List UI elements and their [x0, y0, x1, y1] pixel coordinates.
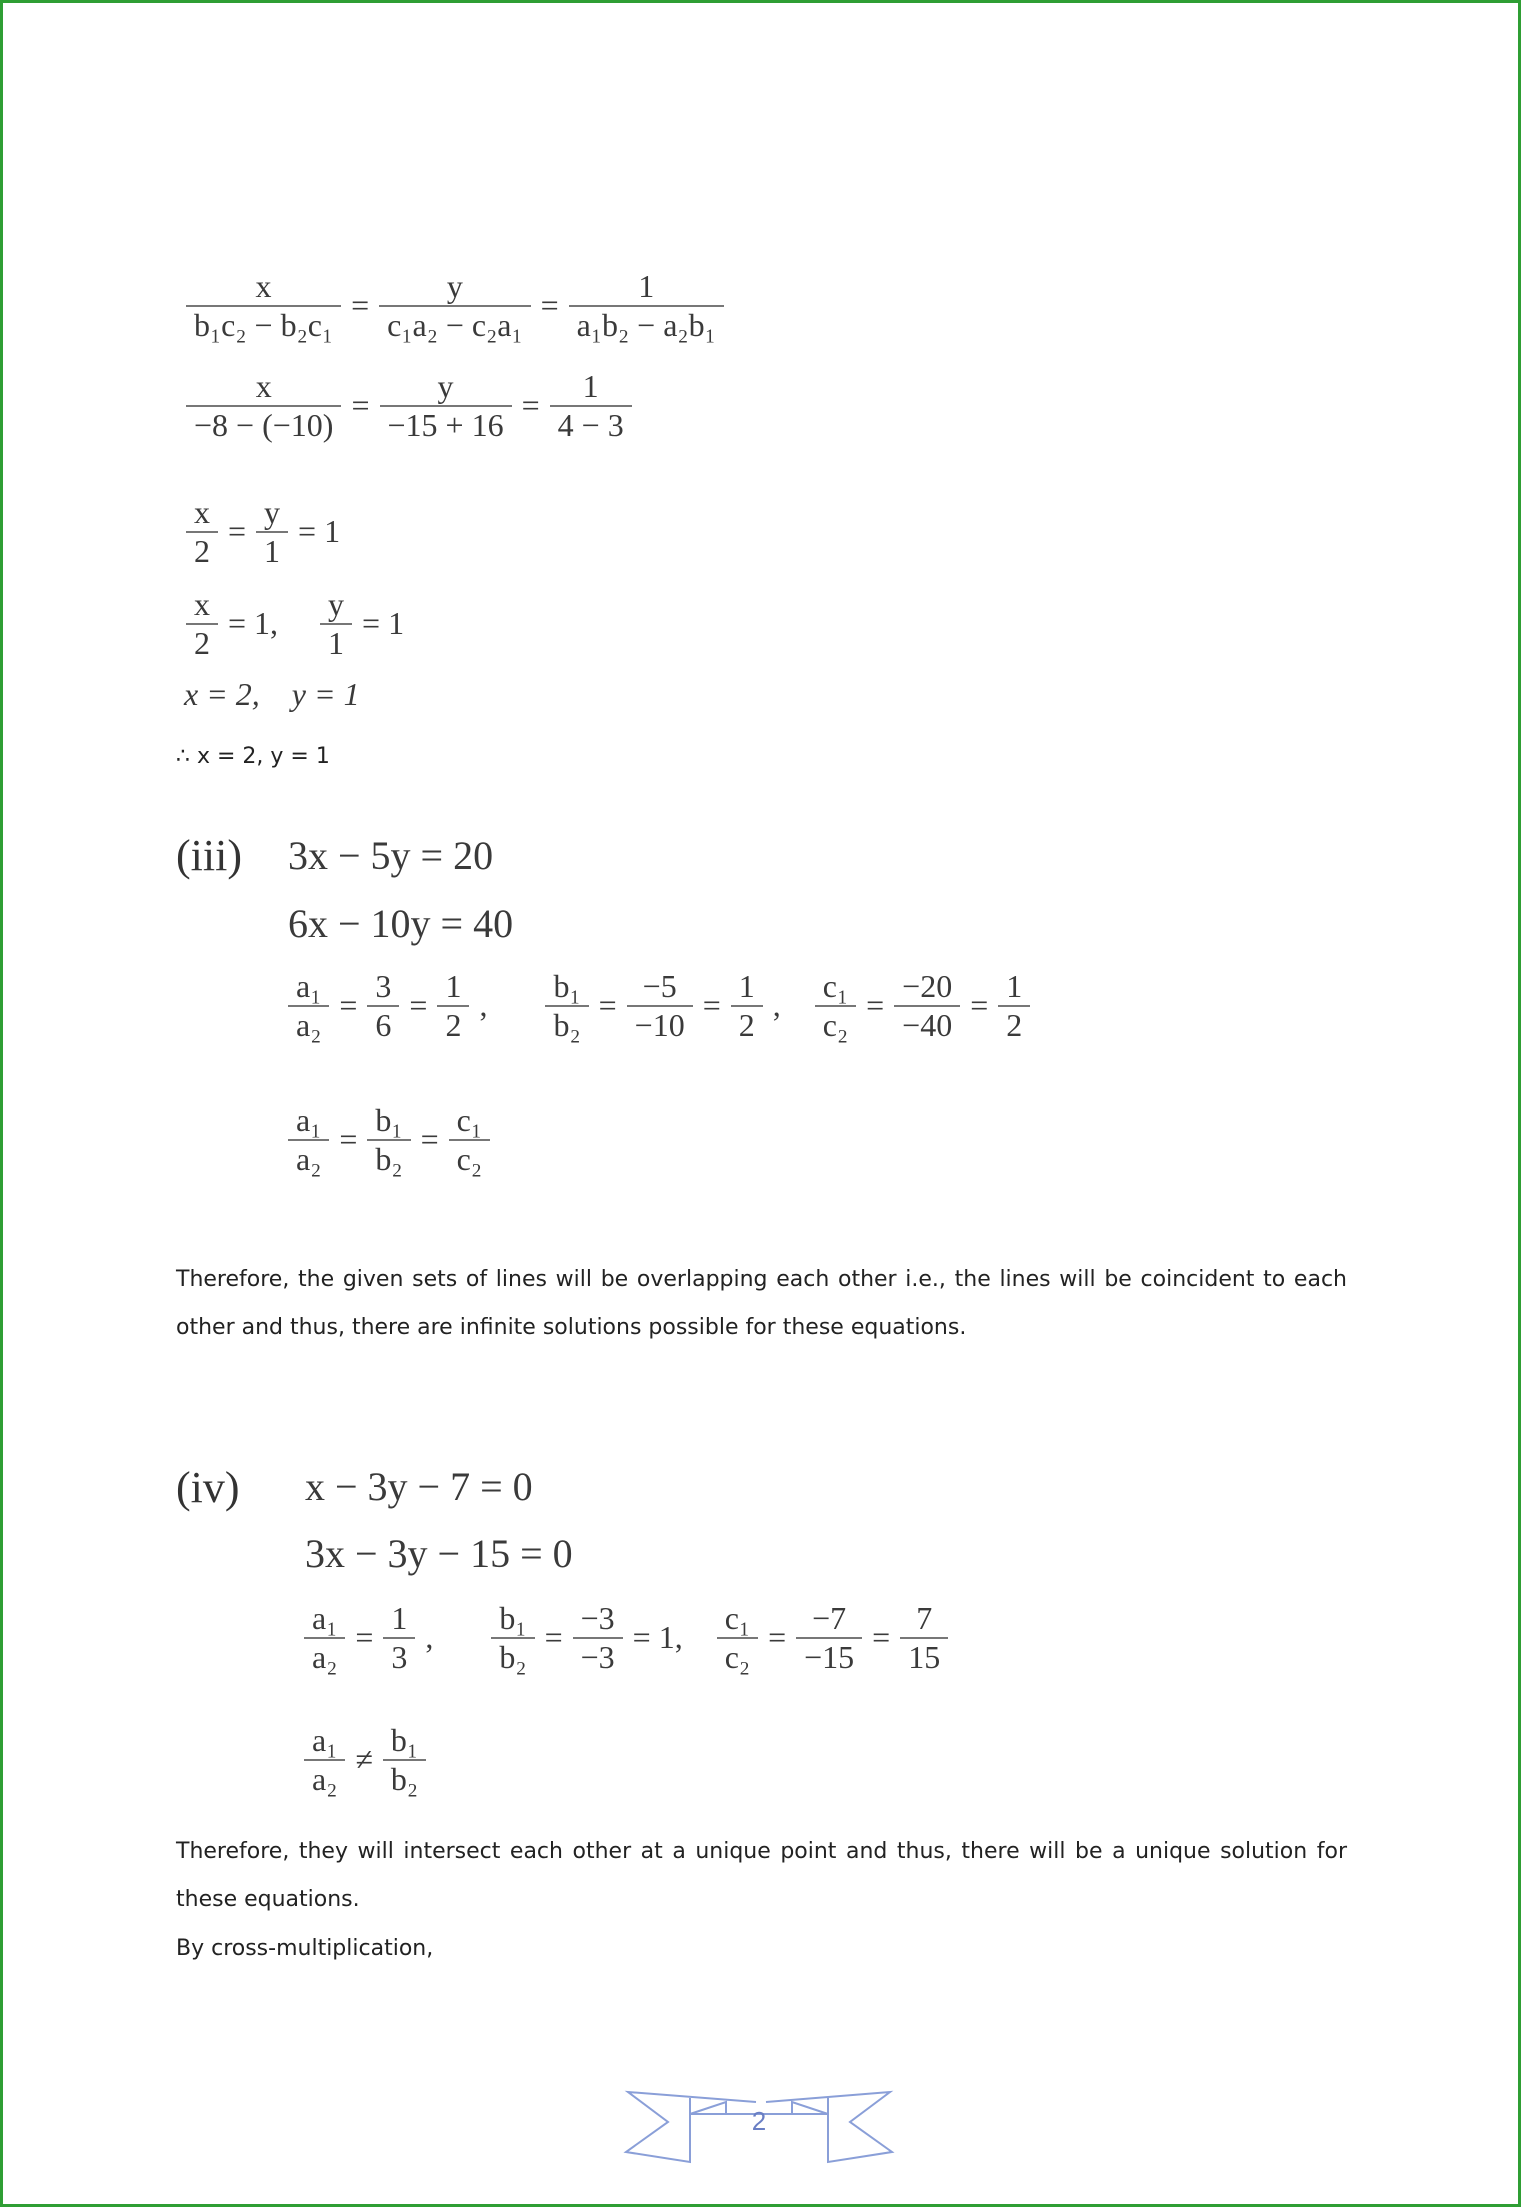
- equation-row: [180, 268, 730, 344]
- numerator: 7: [916, 1600, 933, 1636]
- part-label: (iii): [176, 831, 242, 880]
- numerator: 1: [445, 968, 462, 1004]
- denominator: 3: [383, 1637, 415, 1676]
- denominator: 2: [186, 623, 218, 662]
- numerator: x: [255, 268, 272, 304]
- fraction: [383, 1600, 415, 1676]
- fraction: [998, 968, 1030, 1044]
- equation-line: x − 3y − 7 = 0: [305, 1464, 533, 1509]
- paragraph: By cross-multiplication,: [176, 1936, 434, 1961]
- fraction: [367, 1102, 410, 1178]
- operator: = 1,: [632, 1619, 707, 1656]
- denominator: b₂: [367, 1139, 410, 1178]
- denominator: −15: [796, 1637, 862, 1676]
- numerator: 3: [375, 968, 392, 1004]
- fraction: [900, 1600, 948, 1676]
- fraction: [550, 368, 632, 444]
- numerator: y: [446, 268, 463, 304]
- denominator: 2: [998, 1005, 1030, 1044]
- numerator: a₁: [296, 1102, 322, 1138]
- operator: ,: [425, 1619, 482, 1656]
- operator: = 1: [362, 605, 405, 642]
- operator: =: [544, 1619, 563, 1656]
- fraction: [627, 968, 693, 1044]
- denominator: a₂: [304, 1637, 345, 1676]
- denominator: −40: [894, 1005, 960, 1044]
- numerator: 1: [638, 268, 655, 304]
- operator: =: [228, 513, 247, 550]
- operator: ,: [479, 987, 536, 1024]
- operator: =: [351, 287, 370, 324]
- denominator: a₁b₂ − a₂b₁: [569, 305, 724, 344]
- numerator: y: [328, 586, 345, 622]
- fraction: [383, 1722, 426, 1798]
- fraction: [717, 1600, 758, 1676]
- denominator: c₂: [717, 1637, 758, 1676]
- denominator: c₂: [815, 1005, 856, 1044]
- numerator: −3: [580, 1600, 615, 1636]
- operator: ≠: [355, 1741, 373, 1778]
- fraction: [186, 268, 341, 344]
- equation-line: 3x − 3y − 15 = 0: [305, 1531, 573, 1576]
- denominator: c₂: [449, 1139, 490, 1178]
- numerator: c₁: [456, 1102, 482, 1138]
- denominator: 2: [731, 1005, 763, 1044]
- numerator: a₁: [312, 1722, 338, 1758]
- fraction: [815, 968, 856, 1044]
- denominator: 1: [256, 531, 288, 570]
- operator: =: [351, 387, 370, 424]
- conclusion-text: ∴ x = 2, y = 1: [176, 744, 330, 769]
- fraction: [367, 968, 399, 1044]
- fraction: [380, 368, 512, 444]
- operator: = 1: [298, 513, 341, 550]
- part-label: (iv): [176, 1463, 240, 1512]
- numerator: x: [194, 586, 210, 622]
- denominator: c₁a₂ − c₂a₁: [379, 305, 530, 344]
- denominator: 2: [437, 1005, 469, 1044]
- fraction: [569, 268, 724, 344]
- ratio-row: [298, 1600, 954, 1676]
- numerator: b₁: [499, 1600, 527, 1636]
- denominator: b₂: [491, 1637, 534, 1676]
- operator: =: [872, 1619, 891, 1656]
- operator: =: [768, 1619, 787, 1656]
- equation-row: [180, 368, 638, 444]
- denominator: 2: [186, 531, 218, 570]
- page-number: 2: [751, 2106, 767, 2136]
- fraction: [437, 968, 469, 1044]
- denominator: a₂: [288, 1005, 329, 1044]
- operator: x = 2, y = 1: [184, 676, 360, 712]
- fraction: [304, 1722, 345, 1798]
- equation-row: [180, 494, 344, 570]
- operator: ,: [772, 987, 805, 1024]
- ratio-relation: [298, 1722, 432, 1798]
- fraction: [491, 1600, 534, 1676]
- denominator: 4 − 3: [550, 405, 632, 444]
- equation-line: 6x − 10y = 40: [288, 901, 514, 946]
- denominator: a₂: [304, 1759, 345, 1798]
- operator: =: [970, 987, 989, 1024]
- fraction: [186, 494, 218, 570]
- numerator: c₁: [822, 968, 849, 1004]
- numerator: −5: [642, 968, 677, 1004]
- numerator: 1: [738, 968, 755, 1004]
- numerator: −7: [812, 1600, 847, 1636]
- fraction: [796, 1600, 862, 1676]
- operator: =: [355, 1619, 374, 1656]
- operator: =: [339, 1121, 358, 1158]
- denominator: 1: [320, 623, 352, 662]
- numerator: 1: [391, 1600, 408, 1636]
- denominator: b₁c₂ − b₂c₁: [186, 305, 341, 344]
- numerator: y: [437, 368, 454, 404]
- denominator: b₂: [383, 1759, 426, 1798]
- numerator: b₁: [375, 1102, 403, 1138]
- denominator: 15: [900, 1637, 948, 1676]
- denominator: b₂: [545, 1005, 588, 1044]
- fraction: [186, 368, 341, 444]
- operator: = 1,: [228, 605, 311, 642]
- fraction: [731, 968, 763, 1044]
- numerator: x: [194, 494, 210, 530]
- numerator: c₁: [724, 1600, 751, 1636]
- paragraph: Therefore, the given sets of lines will be overlapping each other i.e., the lines will be coincident to each other and thus, there are infinite solutions possible for these equations.: [176, 1267, 1347, 1340]
- numerator: −20: [902, 968, 953, 1004]
- operator: =: [598, 987, 617, 1024]
- numerator: x: [255, 368, 272, 404]
- fraction: [288, 968, 329, 1044]
- denominator: −10: [627, 1005, 693, 1044]
- fraction: [186, 586, 218, 662]
- numerator: y: [264, 494, 281, 530]
- equation-row: [180, 586, 408, 662]
- fraction: [573, 1600, 623, 1676]
- fraction: [379, 268, 530, 344]
- operator: =: [540, 287, 559, 324]
- numerator: a₁: [312, 1600, 338, 1636]
- equation-line: 3x − 5y = 20: [288, 833, 494, 878]
- fraction: [449, 1102, 490, 1178]
- denominator: −3: [573, 1637, 623, 1676]
- denominator: −8 − (−10): [186, 405, 341, 444]
- page-footer-ribbon: [616, 2086, 902, 2166]
- operator: =: [339, 987, 358, 1024]
- fraction: [320, 586, 352, 662]
- ratio-row: [282, 968, 1036, 1044]
- numerator: 1: [582, 368, 599, 404]
- fraction: [545, 968, 588, 1044]
- numerator: b₁: [553, 968, 581, 1004]
- equation-row: [180, 676, 364, 713]
- numerator: 1: [1006, 968, 1023, 1004]
- paragraph: Therefore, they will intersect each other at a unique point and thus, there will be a unique solution for these equations.: [176, 1839, 1347, 1912]
- numerator: b₁: [390, 1722, 419, 1758]
- denominator: 6: [367, 1005, 399, 1044]
- fraction: [288, 1102, 329, 1178]
- denominator: a₂: [288, 1139, 329, 1178]
- fraction: [304, 1600, 345, 1676]
- operator: =: [702, 987, 721, 1024]
- numerator: a₁: [296, 968, 322, 1004]
- operator: =: [866, 987, 885, 1024]
- operator: =: [409, 987, 428, 1024]
- operator: =: [420, 1121, 439, 1158]
- fraction: [256, 494, 288, 570]
- ratio-relation: [282, 1102, 496, 1178]
- denominator: −15 + 16: [380, 405, 512, 444]
- fraction: [894, 968, 960, 1044]
- operator: =: [521, 387, 540, 424]
